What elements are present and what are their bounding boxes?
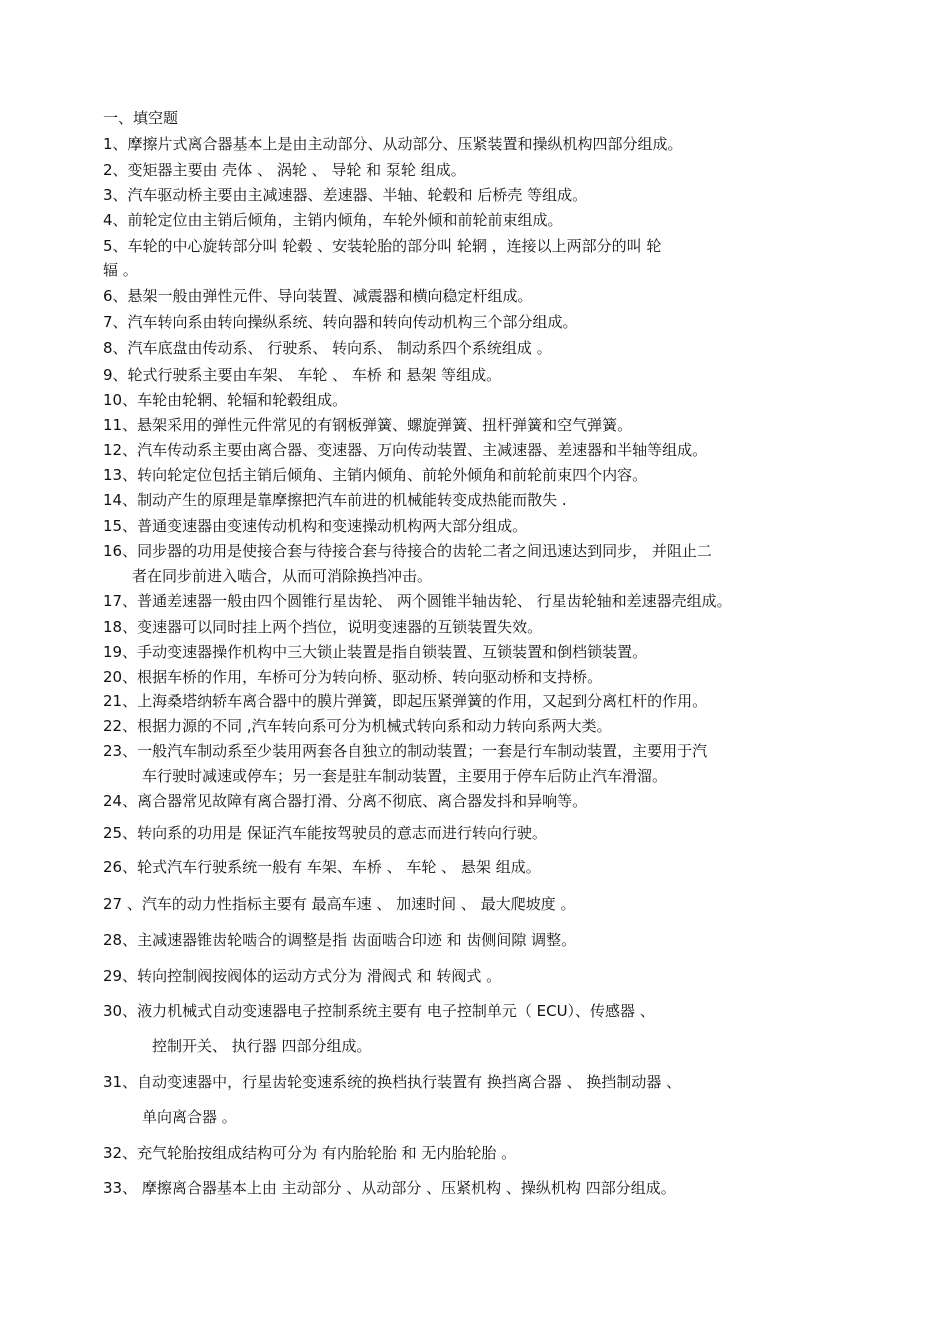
question-line: 者在同步前进入啮合，从而可消除换挡冲击。	[132, 567, 433, 585]
question-line: 15、普通变速器由变速传动机构和变速操动机构两大部分组成。	[103, 517, 528, 535]
question-line: 17、普通差速器一般由四个圆锥行星齿轮、 两个圆锥半轴齿轮、 行星齿轮轴和差速器壳组成。	[103, 592, 732, 610]
question-line: 27 、汽车的动力性指标主要有 最高车速 、 加速时间 、 最大爬坡度 。	[103, 895, 576, 913]
question-line: 19、手动变速器操作机构中三大锁止装置是指自锁装置、互锁装置和倒档锁装置。	[103, 643, 648, 661]
question-line: 28、主减速器锥齿轮啮合的调整是指 齿面啮合印迹 和 齿侧间隙 调整。	[103, 931, 577, 949]
question-line: 10、车轮由轮辋、轮辐和轮毂组成。	[103, 391, 348, 409]
question-line: 24、离合器常见故障有离合器打滑、分离不彻底、离合器发抖和异响等。	[103, 792, 588, 810]
section-title: 一、填空题	[103, 109, 179, 127]
question-line: 31、自动变速器中，行星齿轮变速系统的换档执行装置有 换挡离合器 、 换挡制动器 、	[103, 1073, 682, 1091]
question-line: 12、汽车传动系主要由离合器、变速器、万向传动装置、主减速器、差速器和半轴等组成。	[103, 441, 708, 459]
question-line: 20、根据车桥的作用，车桥可分为转向桥、驱动桥、转向驱动桥和支持桥。	[103, 668, 603, 686]
question-line: 4、前轮定位由主销后倾角，主销内倾角，车轮外倾和前轮前束组成。	[103, 211, 563, 229]
question-line: 30、液力机械式自动变速器电子控制系统主要有 电子控制单元（ ECU）、传感器 、	[103, 1002, 655, 1020]
question-line: 22、根据力源的不同 ,汽车转向系可分为机械式转向系和动力转向系两大类。	[103, 717, 612, 735]
question-line: 1、摩擦片式离合器基本上是由主动部分、从动部分、压紧装置和操纵机构四部分组成。	[103, 135, 683, 153]
question-line: 25、转向系的功用是 保证汽车能按驾驶员的意志而进行转向行驶。	[103, 824, 547, 842]
question-line: 7、汽车转向系由转向操纵系统、转向器和转向传动机构三个部分组成。	[103, 313, 578, 331]
question-line: 单向离合器 。	[142, 1108, 237, 1126]
question-line: 3、汽车驱动桥主要由主减速器、差速器、半轴、轮毂和 后桥壳 等组成。	[103, 186, 588, 204]
question-line: 32、充气轮胎按组成结构可分为 有内胎轮胎 和 无内胎轮胎 。	[103, 1144, 517, 1162]
question-line: 车行驶时减速或停车；另一套是驻车制动装置，主要用于停车后防止汽车滑溜。	[142, 767, 668, 785]
question-line: 23、一般汽车制动系至少装用两套各自独立的制动装置；一套是行车制动装置，主要用于汽	[103, 742, 708, 760]
question-line: 13、转向轮定位包括主销后倾角、主销内倾角、前轮外倾角和前轮前束四个内容。	[103, 466, 648, 484]
question-line: 9、轮式行驶系主要由车架、 车轮 、 车桥 和 悬架 等组成。	[103, 366, 502, 384]
question-line: 21、上海桑塔纳轿车离合器中的膜片弹簧，即起压紧弹簧的作用，又起到分离杠杆的作用。	[103, 692, 708, 710]
question-line: 29、转向控制阀按阀体的运动方式分为 滑阀式 和 转阀式 。	[103, 967, 502, 985]
question-line: 控制开关、 执行器 四部分组成。	[152, 1037, 372, 1055]
question-line: 26、轮式汽车行驶系统一般有 车架、车桥 、 车轮 、 悬架 组成。	[103, 858, 541, 876]
question-line: 16、同步器的功用是使接合套与待接合套与待接合的齿轮二者之间迅速达到同步， 并阻止二	[103, 542, 712, 560]
question-line: 18、变速器可以同时挂上两个挡位，说明变速器的互锁装置失效。	[103, 618, 543, 636]
question-line: 8、汽车底盘由传动系、 行驶系、 转向系、 制动系四个系统组成 。	[103, 339, 552, 357]
question-line: 5、车轮的中心旋转部分叫 轮毂 、安装轮胎的部分叫 轮辋 ，连接以上两部分的叫 轮	[103, 237, 662, 255]
question-line: 6、悬架一般由弹性元件、导向装置、减震器和横向稳定杆组成。	[103, 287, 533, 305]
question-line: 14、制动产生的原理是靠摩擦把汽车前进的机械能转变成热能而散失 .	[103, 491, 567, 509]
question-line: 辐 。	[103, 261, 138, 279]
question-line: 11、悬架采用的弹性元件常见的有钢板弹簧、螺旋弹簧、扭杆弹簧和空气弹簧。	[103, 416, 633, 434]
question-line: 33、 摩擦离合器基本上由 主动部分 、从动部分 、压紧机构 、操纵机构 四部分组成。	[103, 1179, 676, 1197]
question-line: 2、变矩器主要由 壳体 、 涡轮 、 导轮 和 泵轮 组成。	[103, 161, 466, 179]
